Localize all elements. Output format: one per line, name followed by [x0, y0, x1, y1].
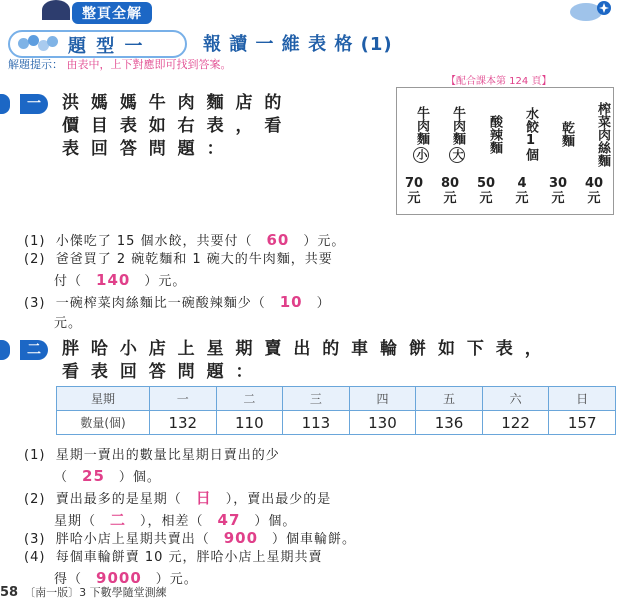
answer: 140 — [96, 271, 131, 289]
menu-item-name: 榨菜肉絲麵 — [595, 101, 610, 167]
table-header: 六 — [482, 387, 549, 411]
problem2-number: 二 — [20, 340, 48, 360]
problem1-marker-left — [0, 94, 10, 114]
answer: 9000 — [96, 569, 142, 587]
hint-text: 由表中，上下對應即可找到答案。 — [66, 58, 232, 71]
answer: 47 — [217, 511, 241, 529]
question-1-3: (3) 一碗榨菜肉絲麵比一碗酸辣麵少（ 10 ） 元。 — [24, 293, 331, 331]
table-row — [57, 411, 616, 435]
size-badge: 小 — [413, 147, 429, 163]
page-footer — [0, 584, 167, 600]
table-cell: 136 — [416, 411, 483, 435]
table-cell: 157 — [549, 411, 616, 435]
table-header: 日 — [549, 387, 616, 411]
footer-text: 〔南一版〕3 下數學隨堂測練 — [24, 586, 167, 599]
table-header: 二 — [216, 387, 283, 411]
table-header: 四 — [349, 387, 416, 411]
menu-item-name: 牛肉麵小 — [399, 94, 429, 174]
problem1-line: 表 回 答 問 題 ： — [62, 139, 227, 159]
answer: 10 — [279, 293, 303, 311]
table-header: 三 — [283, 387, 350, 411]
menu-item-name: 酸辣麵 — [487, 114, 502, 154]
size-badge: 大 — [449, 147, 465, 163]
menu-item-name: 乾麵 — [559, 121, 574, 147]
problem2-marker-left — [0, 340, 10, 360]
menu-item-price: 80 元 — [440, 176, 460, 206]
question-1-2: (2) 爸爸買了 2 碗乾麵和 1 碗大的牛肉麵，共要 付（ 140 ）元。 — [24, 252, 333, 289]
section-badge: 整頁全解 — [72, 2, 152, 24]
table-cell: 113 — [283, 411, 350, 435]
page-number: 58 — [0, 585, 19, 600]
table-cell: 110 — [216, 411, 283, 435]
table-header: 五 — [416, 387, 483, 411]
textbook-reference: 【配合課本第 124 頁】 — [446, 76, 552, 87]
problem1-line: 洪 媽 媽 牛 肉 麵 店 的 — [62, 93, 285, 113]
menu-item-name: 牛肉麵大 — [435, 94, 465, 174]
menu-item-price: 4 元 — [515, 176, 529, 206]
problem1-line: 價 目 表 如 右 表 ， 看 — [62, 116, 285, 136]
hint-label: 解題提示： — [8, 58, 63, 71]
table-row-label: 數量(個) — [57, 411, 150, 435]
question-2-3: (3) 胖哈小店上星期共賣出（ 900 ）個車輪餅。 — [24, 529, 357, 547]
question-2-4: (4) 每個車輪餅賣 10 元，胖哈小店上星期共賣 得（ 9000 ）元。 — [24, 550, 323, 587]
problem2-text — [62, 338, 545, 384]
answer: 日 — [195, 489, 212, 507]
sales-table — [56, 386, 616, 435]
question-1-1: (1) 小傑吃了 15 個水餃，共要付（ 60 ）元。 — [24, 231, 346, 249]
menu-item-price: 30 元 — [548, 176, 568, 206]
answer: 900 — [223, 529, 259, 547]
question-2-2: (2) 賣出最多的是星期（ 日 ），賣出最少的是 星期（ 二 ），相差（ 47 ）個。 — [24, 489, 332, 529]
menu-item-name: 水餃1個 — [523, 107, 538, 161]
answer: 二 — [110, 511, 127, 529]
type-pill — [8, 30, 187, 58]
menu-item-price: 50 元 — [476, 176, 496, 206]
table-header: 一 — [150, 387, 217, 411]
answer: 60 — [266, 231, 290, 249]
problem1-text — [62, 92, 284, 161]
lesson-title: 報 讀 一 維 表 格 (1) — [203, 34, 393, 55]
menu-item-price: 40 元 — [584, 176, 604, 206]
table-row — [57, 387, 616, 411]
type-title: 題 型 一 — [68, 36, 145, 57]
table-cell: 130 — [349, 411, 416, 435]
question-2-1: (1) 星期一賣出的數量比星期日賣出的少 （ 25 ）個。 — [24, 448, 280, 485]
problem2-line: 胖 哈 小 店 上 星 期 賣 出 的 車 輪 餅 如 下 表 ， — [62, 339, 545, 359]
table-header: 星期 — [57, 387, 150, 411]
problem2-line: 看 表 回 答 問 題 ： — [62, 362, 256, 382]
sparkle-decoration-icon — [568, 0, 614, 22]
answer: 25 — [82, 467, 105, 485]
table-cell: 132 — [150, 411, 217, 435]
table-cell: 122 — [482, 411, 549, 435]
solving-hint — [8, 56, 232, 72]
problem1-number: 一 — [20, 94, 48, 114]
menu-item-price: 70 元 — [404, 176, 424, 206]
topic-header — [8, 30, 632, 56]
price-board — [396, 87, 614, 215]
